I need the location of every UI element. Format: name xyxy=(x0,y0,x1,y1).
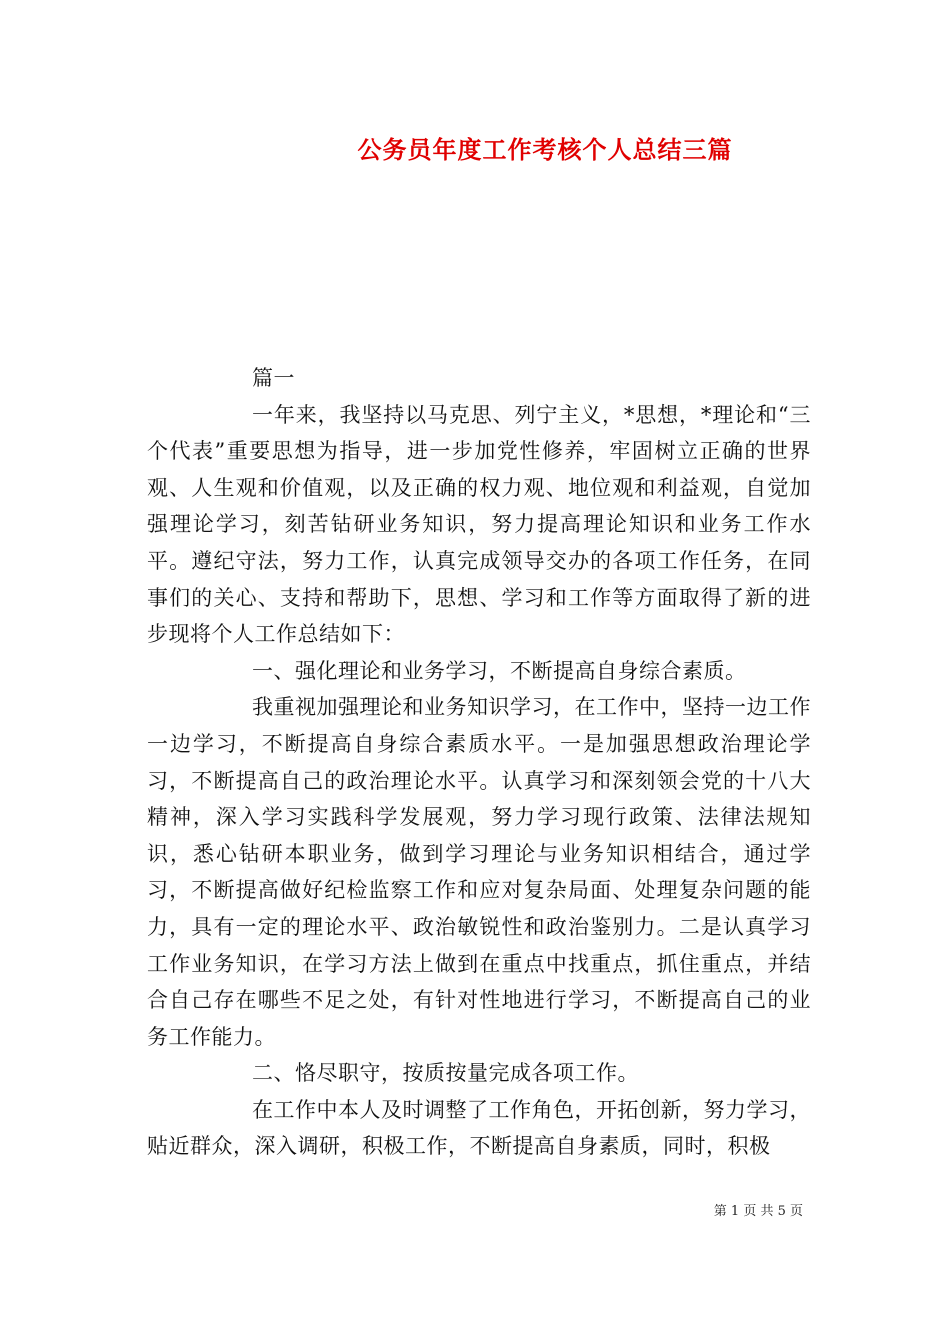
body-paragraph: 我重视加强理论和业务知识学习，在工作中，坚持一边工作一边学习，不断提高自身综合素质水平。一是加强思想政治理论学习，不断提高自己的政治理论水平。认真学习和深刻领会党的十八大精神，深入学习实践科学发展观，努力学习现行政策、法律法规知识，悉心钻研本职业务，做到学习理论与业务知识相结合，通过学习，不断提高做好纪检监察工作和应对复杂局面、处理复杂问题的能力，具有一定的理论水平、政治敏锐性和政治鉴别力。二是认真学习工作业务知识，在学习方法上做到在重点中找重点，抓住重点，并结合自己存在哪些不足之处，有针对性地进行学习，不断提高自己的业务工作能力。 xyxy=(147,695,811,1049)
section-label: 篇一 xyxy=(252,366,295,390)
section-heading: 一、强化理论和业务学习，不断提高自身综合素质。 xyxy=(252,658,747,683)
page-number: 第 1 页 共 5 页 xyxy=(713,1204,803,1219)
body-paragraph: 在工作中本人及时调整了工作角色，开拓创新，努力学习，贴近群众，深入调研，积极工作，不断提高自身素质，同时，积极 xyxy=(147,1097,811,1159)
section-heading: 二、恪尽职守，按质按量完成各项工作。 xyxy=(252,1061,639,1086)
document-body xyxy=(147,360,811,1165)
body-paragraph: 一年来，我坚持以马克思、列宁主义，*思想，*理论和“三个代表”重要思想为指导，进一步加党性修养，牢固树立正确的世界观、人生观和价值观，以及正确的权力观、地位观和利益观，自觉加强理论学习，刻苦钻研业务知识，努力提高理论知识和业务工作水平。遵纪守法，努力工作，认真完成领导交办的各项工作任务，在同事们的关心、支持和帮助下，思想、学习和工作等方面取得了新的进步现将个人工作总结如下： xyxy=(147,402,811,647)
document-title: 公务员年度工作考核个人总结三篇 xyxy=(357,135,733,164)
